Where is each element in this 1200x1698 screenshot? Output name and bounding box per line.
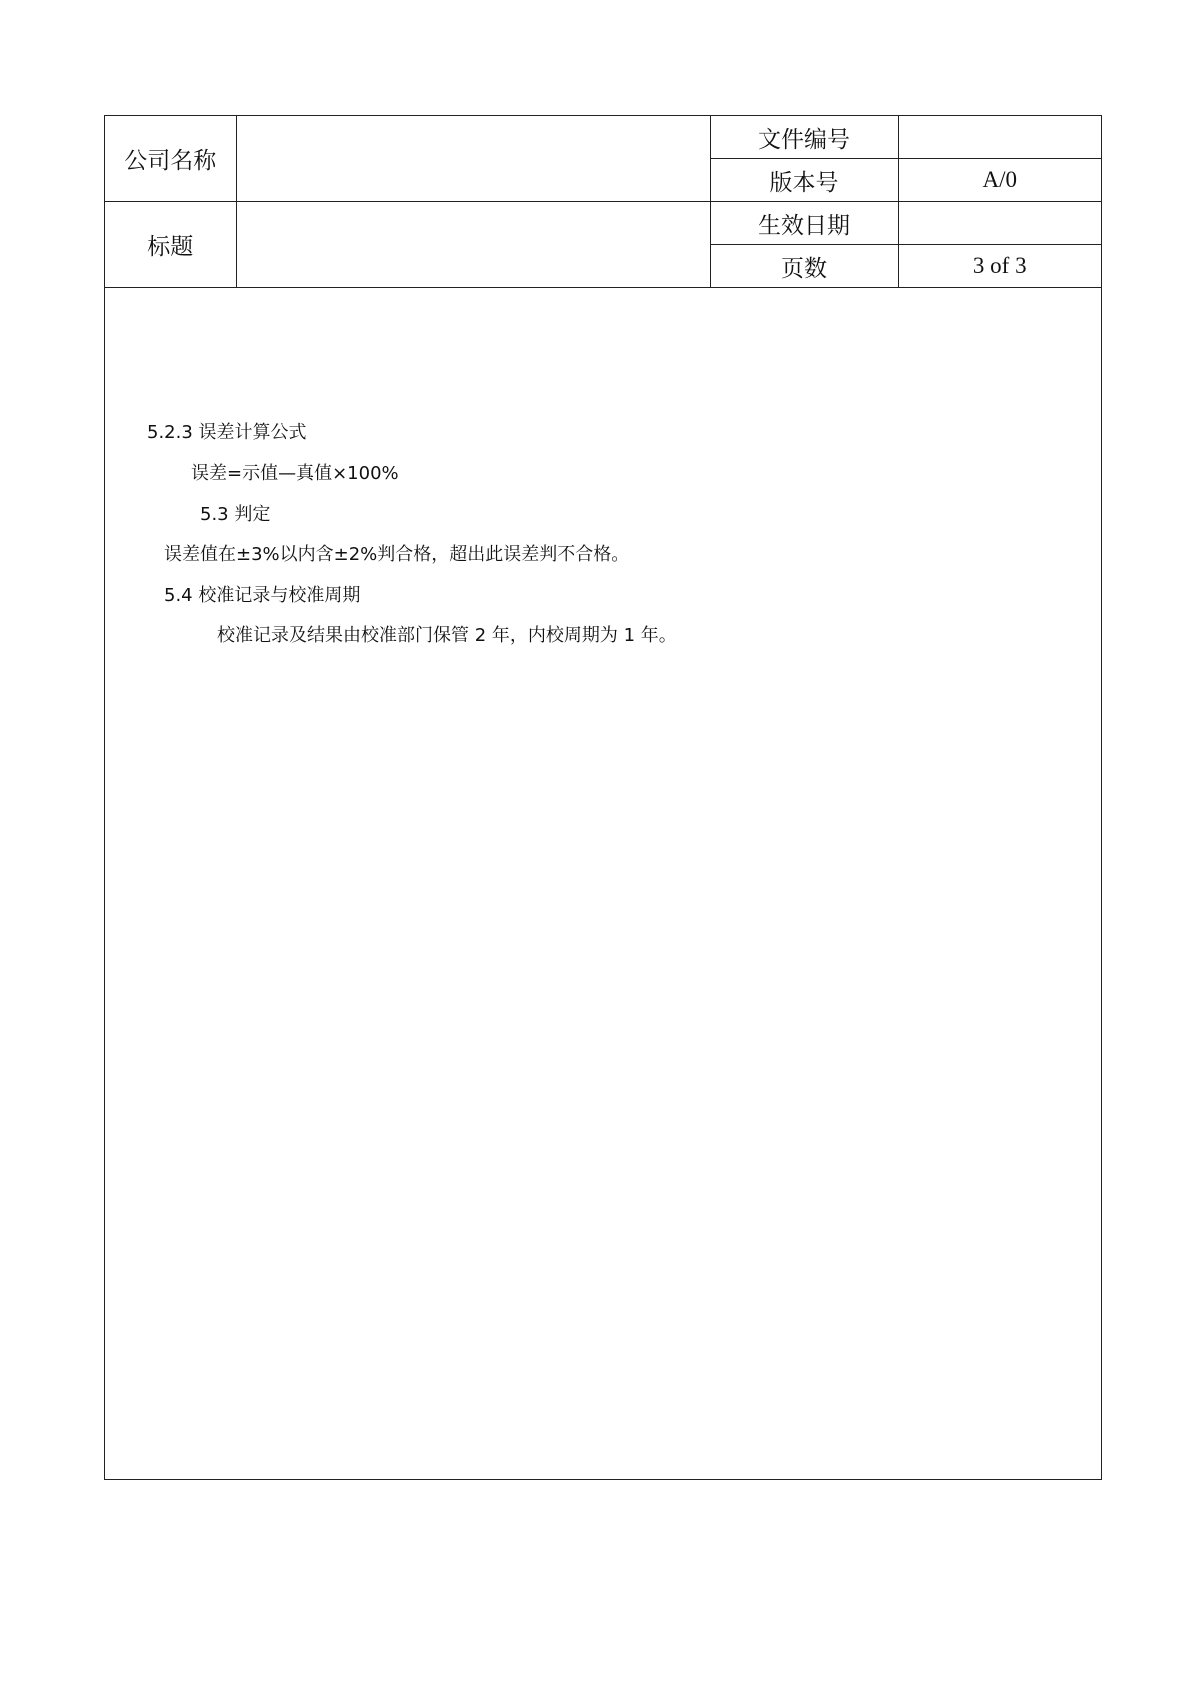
section-5-2-3-heading: 5.2.3 误差计算公式 [147, 422, 307, 443]
section-5-4-heading: 5.4 校准记录与校准周期 [164, 585, 361, 606]
section-5-3-heading: 5.3 判定 [200, 504, 271, 525]
calibration-record-text: 校准记录及结果由校准部门保管 2 年，内校周期为 1 年。 [217, 625, 677, 646]
pages-value: 3 of 3 [898, 245, 1101, 288]
doc-number-value [898, 116, 1101, 159]
company-name-value [236, 116, 710, 202]
error-formula: 误差=示值—真值×100% [191, 463, 399, 484]
document-frame [104, 115, 1102, 1480]
company-name-label: 公司名称 [105, 116, 236, 202]
doc-number-label: 文件编号 [710, 116, 898, 159]
version-value: A/0 [898, 159, 1101, 202]
pages-label: 页数 [710, 245, 898, 288]
effective-date-label: 生效日期 [710, 202, 898, 245]
document-header-table [105, 116, 1101, 288]
version-label: 版本号 [710, 159, 898, 202]
judgement-text: 误差值在±3%以内含±2%判合格，超出此误差判不合格。 [164, 544, 630, 565]
effective-date-value [898, 202, 1101, 245]
title-label: 标题 [105, 202, 236, 288]
title-value [236, 202, 710, 288]
